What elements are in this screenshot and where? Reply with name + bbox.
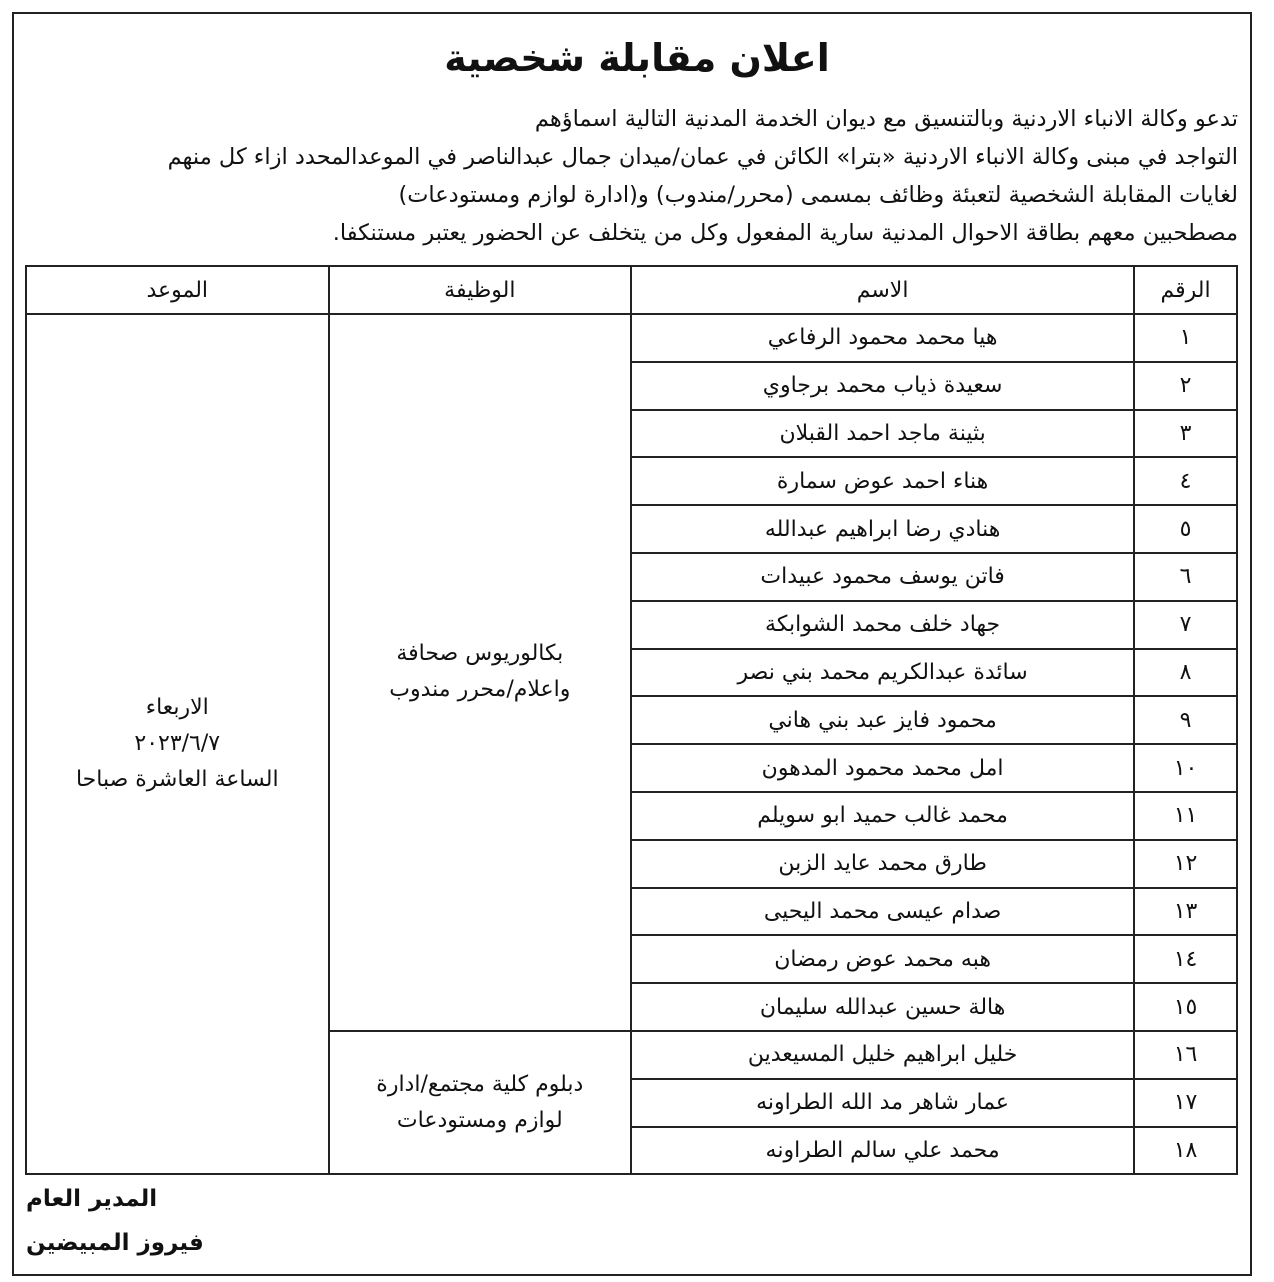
candidate-name: هيا محمد محمود الرفاعي bbox=[631, 314, 1134, 362]
candidate-name: هنادي رضا ابراهيم عبدالله bbox=[631, 505, 1134, 553]
candidate-name: جهاد خلف محمد الشوابكة bbox=[631, 601, 1134, 649]
header-number: الرقم bbox=[1134, 266, 1237, 314]
row-number: ٧ bbox=[1134, 601, 1237, 649]
intro-line: التواجد في مبنى وكالة الانباء الاردنية «بترا» الكائن في عمان/ميدان جمال عبدالناصر في الموعدالمحدد ازاء كل منهم bbox=[167, 144, 1238, 170]
candidate-name: محمد غالب حميد ابو سويلم bbox=[631, 792, 1134, 840]
row-number: ١٥ bbox=[1134, 983, 1237, 1031]
row-number: ٢ bbox=[1134, 362, 1237, 410]
interview-date-line: الساعة العاشرة صباحا bbox=[75, 767, 279, 793]
row-number: ٥ bbox=[1134, 505, 1237, 553]
row-number: ١٨ bbox=[1134, 1127, 1237, 1175]
job-title bbox=[329, 1031, 632, 1174]
intro-paragraph bbox=[138, 100, 1238, 252]
job-title bbox=[329, 314, 632, 1031]
row-number: ٨ bbox=[1134, 649, 1237, 697]
row-number: ١٦ bbox=[1134, 1031, 1237, 1079]
signer-role: المدير العام bbox=[26, 1186, 158, 1212]
ad-title: اعلان مقابلة شخصية bbox=[444, 36, 830, 80]
interview-date-line: الاربعاء bbox=[145, 695, 209, 721]
job-title-line: بكالوريوس صحافة bbox=[396, 641, 564, 667]
candidate-name: سائدة عبدالكريم محمد بني نصر bbox=[631, 649, 1134, 697]
row-number: ٩ bbox=[1134, 696, 1237, 744]
intro-line: تدعو وكالة الانباء الاردنية وبالتنسيق مع ديوان الخدمة المدنية التالية اسماؤهم bbox=[534, 106, 1238, 132]
table-row bbox=[26, 314, 1237, 362]
candidate-name: محمد علي سالم الطراونه bbox=[631, 1127, 1134, 1175]
candidate-name: سعيدة ذياب محمد برجاوي bbox=[631, 362, 1134, 410]
intro-line: مصطحبين معهم بطاقة الاحوال المدنية سارية المفعول وكل من يتخلف عن الحضور يعتبر مستنكفا. bbox=[332, 220, 1238, 246]
candidate-name: خليل ابراهيم خليل المسيعدين bbox=[631, 1031, 1134, 1079]
header-job: الوظيفة bbox=[329, 266, 632, 314]
candidate-name: طارق محمد عايد الزبن bbox=[631, 840, 1134, 888]
row-number: ٦ bbox=[1134, 553, 1237, 601]
candidate-name: عمار شاهر مد الله الطراونه bbox=[631, 1079, 1134, 1127]
row-number: ١١ bbox=[1134, 792, 1237, 840]
candidate-name: هبه محمد عوض رمضان bbox=[631, 935, 1134, 983]
row-number: ١٤ bbox=[1134, 935, 1237, 983]
signer-name: فيروز المبيضين bbox=[26, 1230, 204, 1256]
row-number: ١٣ bbox=[1134, 888, 1237, 936]
job-title-line: لوازم ومستودعات bbox=[396, 1107, 563, 1133]
job-title-line: واعلام/محرر مندوب bbox=[389, 677, 571, 703]
row-number: ١٧ bbox=[1134, 1079, 1237, 1127]
candidate-name: هناء احمد عوض سمارة bbox=[631, 457, 1134, 505]
row-number: ١٠ bbox=[1134, 744, 1237, 792]
candidate-name: محمود فايز عبد بني هاني bbox=[631, 696, 1134, 744]
candidates-table bbox=[25, 265, 1238, 1175]
row-number: ٣ bbox=[1134, 410, 1237, 458]
interview-date bbox=[26, 314, 329, 1174]
row-number: ٤ bbox=[1134, 457, 1237, 505]
intro-line: لغايات المقابلة الشخصية لتعبئة وظائف بمسمى (محرر/مندوب) و(ادارة لوازم ومستودعات) bbox=[398, 182, 1238, 208]
candidate-name: امل محمد محمود المدهون bbox=[631, 744, 1134, 792]
header-name: الاسم bbox=[631, 266, 1134, 314]
row-number: ١٢ bbox=[1134, 840, 1237, 888]
header-date: الموعد bbox=[26, 266, 329, 314]
row-number: ١ bbox=[1134, 314, 1237, 362]
job-title-line: دبلوم كلية مجتمع/ادارة bbox=[376, 1071, 584, 1097]
interview-date-line: ٢٠٢٣/٦/٧ bbox=[134, 731, 221, 757]
candidate-name: فاتن يوسف محمود عبيدات bbox=[631, 553, 1134, 601]
candidate-name: صدام عيسى محمد اليحيى bbox=[631, 888, 1134, 936]
candidate-name: بثينة ماجد احمد القبلان bbox=[631, 410, 1134, 458]
candidate-name: هالة حسين عبدالله سليمان bbox=[631, 983, 1134, 1031]
